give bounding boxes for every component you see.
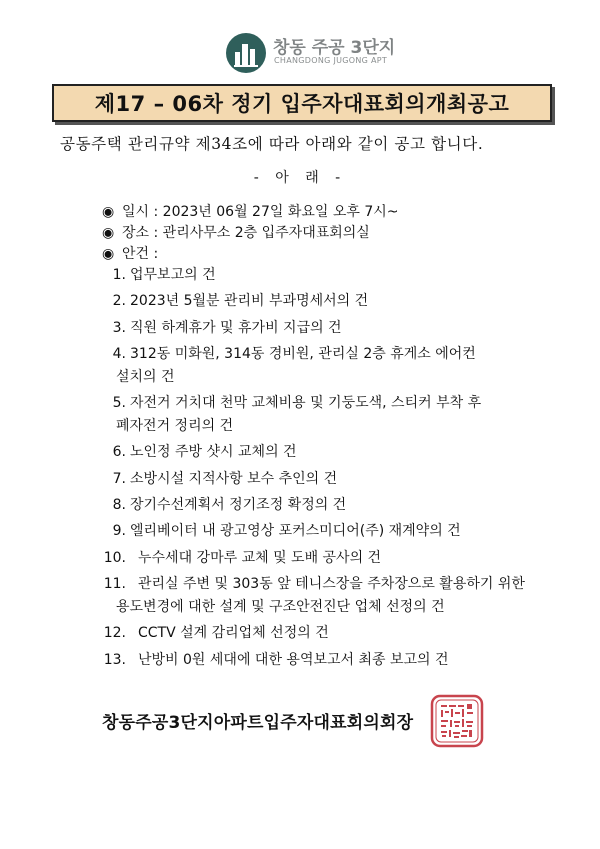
intro-text-after: 조에 따라 아래와 같이 공고 합니다.: [232, 135, 484, 153]
agenda-item-number: 4.: [112, 345, 126, 362]
apartment-logo-icon: [225, 32, 267, 74]
agenda-item-text: 312동 미화원, 314동 경비원, 관리실 2층 휴게소 에어컨: [130, 345, 476, 362]
agenda-item: [108, 520, 558, 543]
agenda-item-text: 소방시설 지적사항 보수 추인의 건: [130, 470, 338, 487]
agenda-item-number: 5.: [112, 395, 126, 412]
agenda-item: [108, 468, 558, 491]
agenda-item: [108, 343, 558, 389]
agenda-item: [103, 622, 558, 645]
intro-article-number: 34: [211, 135, 233, 153]
agenda-item-text: 자전거 거치대 천막 교체비용 및 기둥도색, 스티커 부착 후: [130, 395, 482, 412]
place-text: 장소 : 관리사무소 2층 입주자대표회의실: [122, 225, 370, 241]
agenda-item-number: 6.: [112, 444, 126, 461]
agenda-item-text: 직원 하계휴가 및 휴가비 지급의 건: [130, 319, 342, 336]
official-seal-icon: [430, 694, 484, 748]
section-heading: - 아 래 -: [253, 170, 347, 186]
intro-text-before: 공동주택 관리규약 제: [60, 135, 212, 153]
agenda-item: [108, 264, 558, 287]
notice-title-box: [52, 84, 552, 122]
agenda-label: [102, 243, 158, 263]
agenda-item-number: 8.: [112, 497, 126, 514]
agenda-item: [108, 441, 558, 464]
agenda-item-number: 12.: [103, 625, 126, 642]
agenda-label-text: 안건 :: [122, 246, 159, 262]
agenda-item-number: 1.: [112, 267, 126, 283]
agenda-item-continuation: 용도변경에 대한 설계 및 구조안전진단 업체 선정의 건: [116, 598, 445, 615]
datetime-text: 일시 : 2023년 06월 27일 화요일 오후 7시~: [122, 204, 399, 220]
agenda-item-text: CCTV 설계 감리업체 선정의 건: [138, 625, 329, 642]
bullet-icon: ◉: [102, 204, 115, 220]
agenda-item: [103, 649, 558, 672]
agenda-item-text: 장기수선계획서 정기조정 확정의 건: [130, 497, 347, 514]
agenda-item: [108, 290, 558, 313]
agenda-item: [108, 317, 558, 340]
signature-line: 창동주공3단지아파트입주자대표회의회장: [102, 713, 414, 733]
meeting-datetime: [102, 201, 399, 221]
apartment-logo: [225, 30, 395, 76]
agenda-item-number: 11.: [103, 575, 126, 592]
agenda-item-text: 누수세대 강마루 교체 및 도배 공사의 건: [138, 549, 382, 566]
logo-name: 창동 주공 3단지: [273, 38, 396, 58]
agenda-item-number: 3.: [112, 319, 126, 336]
agenda-item-text: 관리실 주변 및 303동 앞 테니스장을 주차장으로 활용하기 위한: [138, 575, 525, 592]
agenda-item: [103, 547, 558, 570]
bullet-icon: ◉: [102, 246, 115, 262]
agenda-item: [103, 573, 558, 619]
agenda-item-number: 10.: [103, 549, 126, 566]
bullet-icon: ◉: [102, 225, 115, 241]
agenda-item-text: 업무보고의 건: [130, 267, 216, 283]
agenda-item-continuation: 폐자전거 정리의 건: [116, 418, 234, 435]
agenda-item-text: 2023년 5월분 관리비 부과명세서의 건: [130, 293, 369, 310]
agenda-item-text: 난방비 0원 세대에 대한 용역보고서 최종 보고의 건: [138, 651, 449, 668]
notice-intro: [60, 132, 550, 154]
agenda-item-text: 엘리베이터 내 광고영상 포커스미디어(주) 재계약의 건: [130, 523, 461, 540]
agenda-item-text: 노인정 주방 샷시 교체의 건: [130, 444, 297, 461]
agenda-item: [108, 494, 558, 517]
agenda-item-number: 7.: [112, 470, 126, 487]
logo-subtitle: CHANGDONG JUGONG APT: [274, 56, 388, 65]
meeting-place: [102, 222, 370, 242]
agenda-item-number: 13.: [103, 651, 126, 668]
agenda-item-number: 2.: [112, 293, 126, 310]
agenda-item-continuation: 설치의 건: [116, 368, 175, 385]
agenda-item-number: 9.: [112, 523, 126, 540]
notice-title: 제17 – 06차 정기 입주자대표회의개최공고: [94, 92, 510, 116]
agenda-list: [103, 264, 558, 675]
agenda-item: [108, 392, 558, 438]
